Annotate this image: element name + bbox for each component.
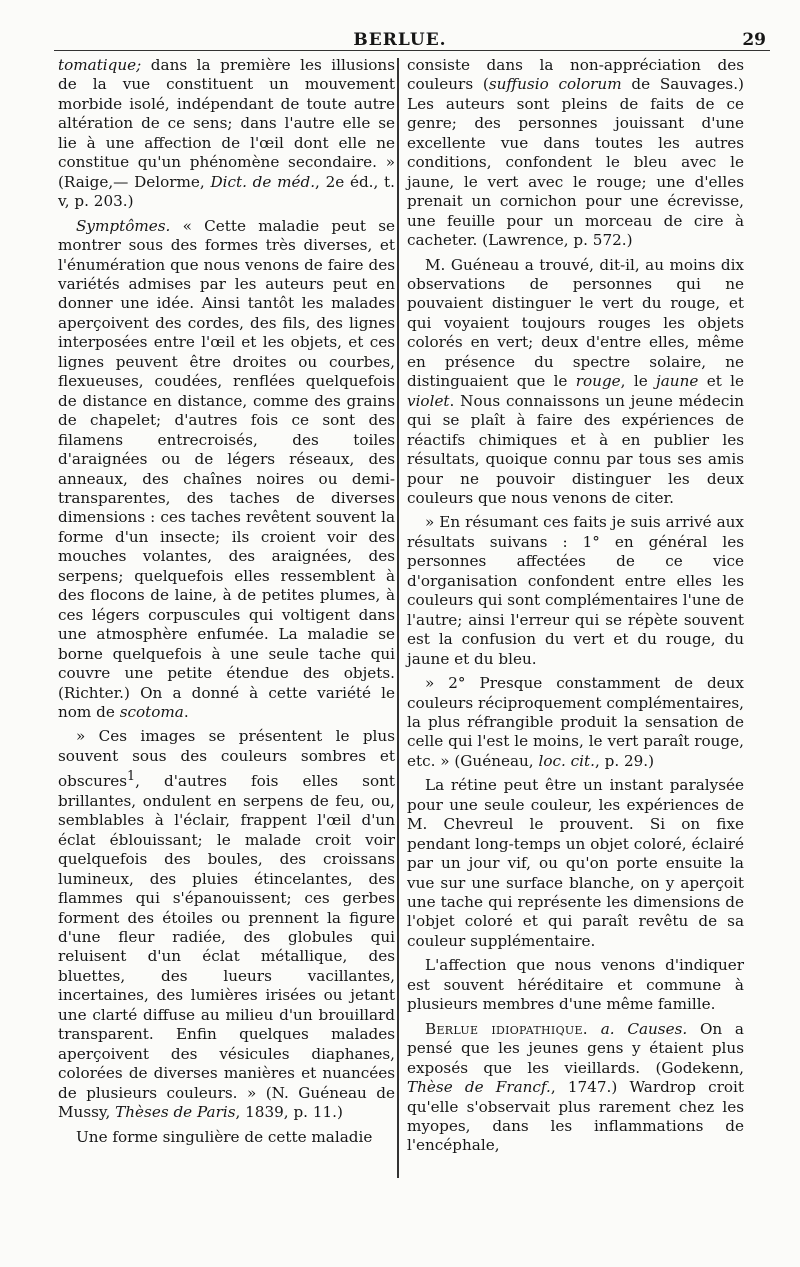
right-column <box>407 56 744 1161</box>
paragraph-berlue-idiopathique <box>407 1020 744 1156</box>
term-italic: suffusio colorum <box>488 75 622 94</box>
paragraph-retine: La rétine peut être un instant paralysée pour une seule couleur, les expériences de M. Chevreul le prouvent. Si on fixe pendant long-temps un objet coloré, éclairé par un jour vif, ou qu'on porte ensuite la vue sur une surface blanche, on y aperçoit une tache qui représente les dimensions de l'objet coloré et qui paraît revêtu de sa couleur supplémentaire. <box>407 776 744 950</box>
text-run: , d'autres fois elles sont brillantes, ondulent en serpens de feu, ou, semblables à l'éclair, frappent l'œil d'un éclat éblouissant; le malade croit voir quelquefois des boules, des croissans lumineux, des pluies étincelantes, des flammes qui s'épanouissent; ces gerbes forment des étoiles ou prennent la figure d'une fleur radiée, des globules qui reluisent d'un éclat métallique, des bluettes, des lueurs vacillantes, incertaines, des lumières irisées ou jetant une clarté diffuse au milieu d'un brouillard transparent. Enfin quelques malades aperçoivent des vésicules diaphanes, colorées de diverses manières et nuancées de plusieurs couleurs. » (N. Guéneau de Mussy, <box>58 772 395 1122</box>
text-run <box>588 1020 601 1038</box>
section-lead: Symptômes. <box>76 216 171 235</box>
footnote-marker: 1 <box>127 768 136 784</box>
text-run: dans la première les illusions de la vue constituent un mouvement morbide isolé, indépendant de toute autre altération de ce sens; dans l'autre elle se lie à une affection de l'œil dont elle ne constitue qu'un phénomène secondaire. » (Raige,— Delorme, <box>58 56 395 191</box>
text-run: On a pensé que les jeunes gens y étaient plus exposés que les vieillards. (Godekenn, <box>407 1019 744 1077</box>
text-run: . <box>183 702 189 721</box>
left-column <box>58 56 395 1152</box>
text-run: , p. 29.) <box>594 751 655 770</box>
text-run: consiste dans la non-appréciation des couleurs ( <box>407 56 744 94</box>
text-run: . Nous connaissons un jeune médecin qui se plaît à faire des expériences de réactifs chimiques et à en publier les résultats, quoique connu par tous ses amis pour ne pouvoir distinguer les deux couleurs que nous venons de citer. <box>407 391 744 507</box>
term-italic: jaune <box>656 372 699 391</box>
text-run: , le <box>620 372 657 391</box>
term-italic: violet <box>407 391 450 410</box>
paragraph-forme: Une forme singulière de cette maladie <box>76 1127 373 1146</box>
header-rule <box>54 50 770 51</box>
paragraph-gueneau <box>407 256 744 509</box>
citation-title: Dict. de méd. <box>210 172 316 191</box>
text-run: « Cette maladie peut se montrer sous des formes très diverses, et l'énumération que nous venons de faire des variétés admises par les auteurs peut en donner une idée. Ainsi tantôt les malades aperçoivent des cordes, des fils, des lignes interposées entre l'œil et les objets, et ces lignes peuvent être droites ou courbes, flexueuses, coudées, renflées quelquefois de distance en distance, comme des grains de chapelet; d'autres fois ce sont des filamens entrecroisés, des toiles d'araignées ou de légers réseaux, des anneaux, des chaînes noires ou demi-transparentes, des taches de diverses dimensions : ces taches revêtent souvent la forme d'un insecte; ils croient voir des mouches volantes, des araignées, des serpens; quelquefois elles ressemblent à des flocons de laine, à de petites plumes, à ces légers corpuscules qui voltigent dans une atmosphère enfumée. La maladie se borne quelquefois à une seule tache qui couvre une petite étendue des objets. (Richter.) On a donné à cette variété le nom de <box>58 216 395 721</box>
citation-title: Thèses de Paris <box>115 1103 236 1122</box>
citation-title: Thèse de Francf. <box>407 1078 551 1097</box>
paragraph-symptomes <box>58 217 395 723</box>
subsection-heading: a. Causes. <box>600 1019 688 1038</box>
column-divider <box>397 58 399 1178</box>
paragraph-affection: L'affection que nous venons d'indiquer est souvent héréditaire et commune à plusieurs membres d'une même famille. <box>407 956 744 1014</box>
text-run: M. Guéneau a trouvé, dit-il, au moins dix observations de personnes qui ne pouvaient distinguer le vert du rouge, et qui voyaient toujours rouges les objets colorés en vert; deux d'entre elles, même en présence du spectre solaire, ne distinguaient que le <box>407 255 744 391</box>
term-italic: scotoma <box>119 702 184 721</box>
running-title: BERLUE. <box>353 30 447 50</box>
text-run: , 2e éd., t. v, p. 203.) <box>58 172 395 211</box>
paragraph-presque <box>407 674 744 771</box>
citation-title: loc. cit. <box>538 751 595 770</box>
text-run: » Ces images se présentent le plus souvent sous des couleurs sombres et obscures <box>58 727 395 791</box>
italic-run: tomatique; <box>58 56 142 74</box>
section-heading: Berlue idiopathique. <box>425 1019 588 1038</box>
text-run: et le <box>698 372 744 391</box>
paragraph-continuation <box>58 56 395 212</box>
page-number: 29 <box>742 30 766 50</box>
text-run: » 2° Presque constamment de deux couleurs réciproquement complémentaires, la plus réfrangible produit la sensation de celle qui l'est le moins, le vert paraît rouge, etc. » (Guéneau, <box>407 674 744 770</box>
text-run: , 1747.) Wardrop croit qu'elle s'observait plus rarement chez les myopes, dans les inflammations de l'encéphale, <box>407 1078 744 1155</box>
paragraph-continuation <box>407 56 744 251</box>
text-run: , 1839, p. 11.) <box>235 1103 343 1122</box>
paragraph-resumant: » En résumant ces faits je suis arrivé aux résultats suivans : 1° en général les personnes affectées de ce vice d'organisation confondent entre elles les couleurs qui sont complémentaires l'une de l'autre; ainsi l'erreur qui se répète souvent est la confusion du vert et du rouge, du jaune et du bleu. <box>407 513 744 668</box>
term-italic: rouge <box>575 372 621 391</box>
text-run: de Sauvages.) Les auteurs sont pleins de faits de ce genre; des personnes jouissant d'une excellente vue dans toutes les autres conditions, confondent le bleu avec le jaune, le vert avec le rouge; une d'elles prenait un cornichon pour une écrevisse, une feuille pour un morceau de cire à cacheter. (Lawrence, p. 572.) <box>407 75 744 250</box>
paragraph-images <box>58 727 395 1122</box>
